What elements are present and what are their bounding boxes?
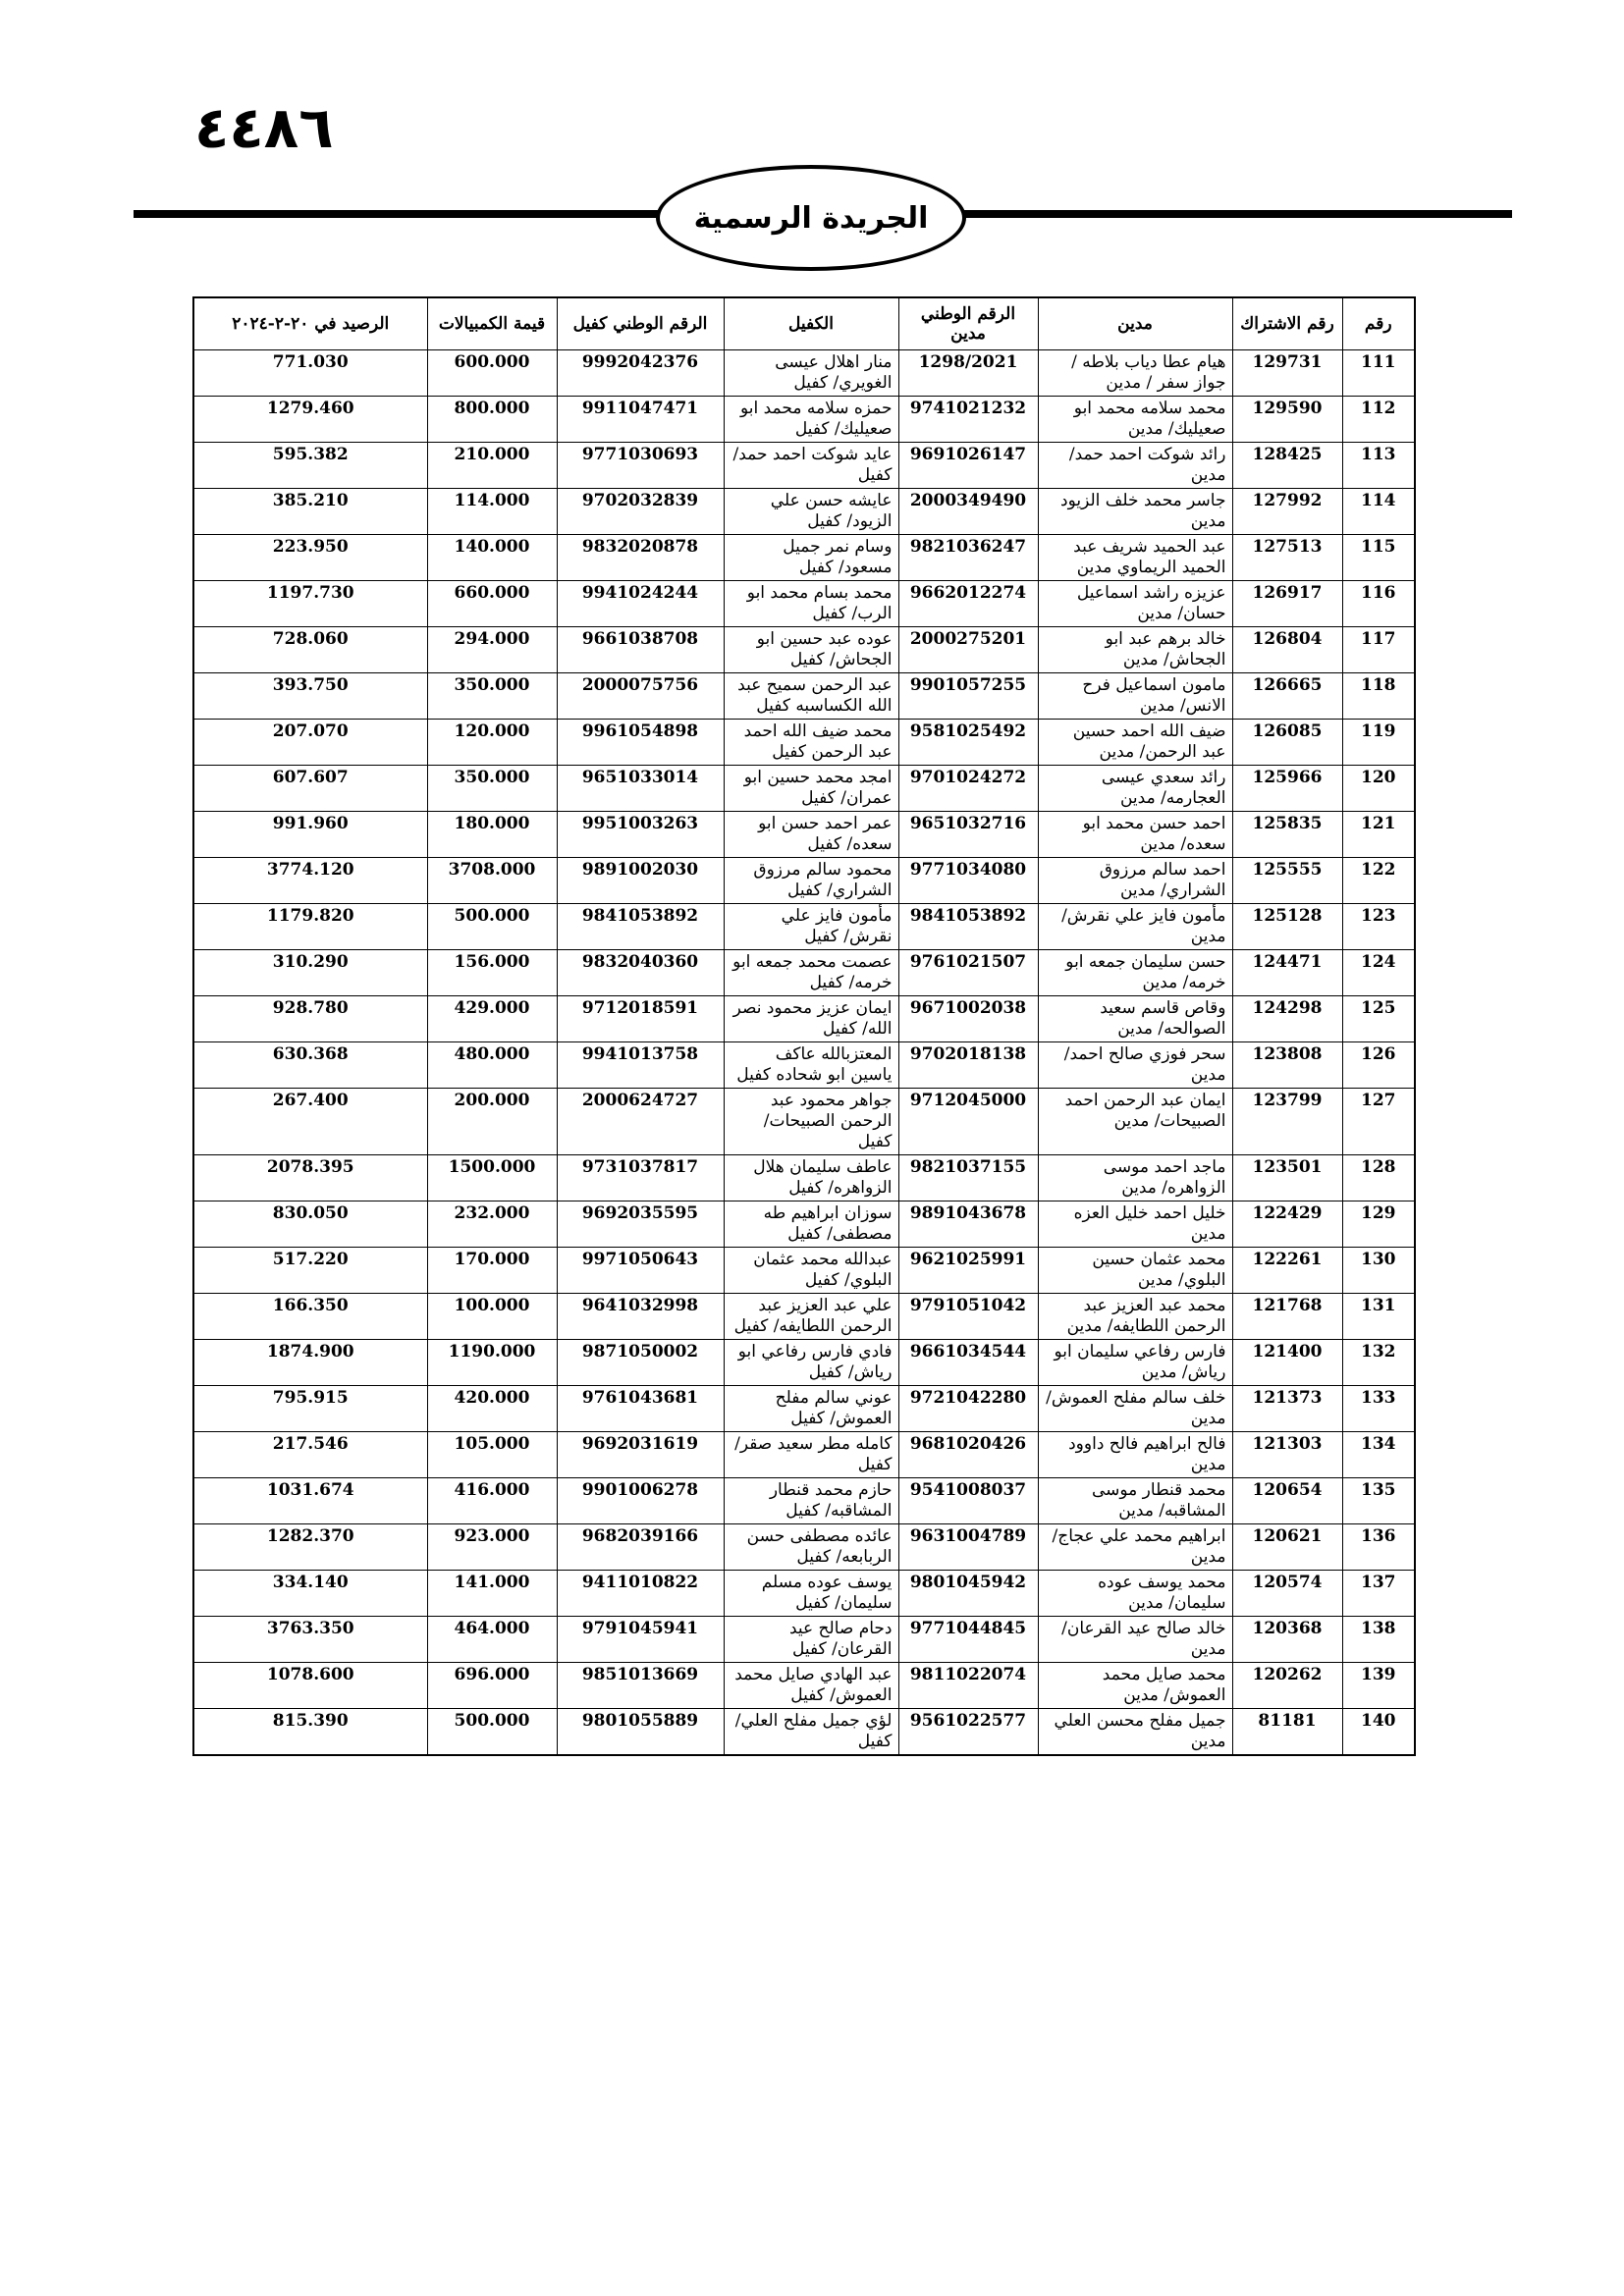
subscription-number: 126085 xyxy=(1232,720,1342,766)
row-number: 126 xyxy=(1342,1042,1415,1089)
debtor-name: مامون اسماعيل فرح الانس/ مدين xyxy=(1038,673,1232,720)
subscription-number: 123799 xyxy=(1232,1089,1342,1155)
header-subscription: رقم الاشتراك xyxy=(1232,297,1342,350)
installment-value: 294.000 xyxy=(427,627,557,673)
debtor-name: خالد برهم عبد ابو الجحاش/ مدين xyxy=(1038,627,1232,673)
table-row xyxy=(193,812,1415,858)
balance-value: 1874.900 xyxy=(193,1340,427,1386)
guarantor-name: عبدالله محمد عثمان البلوي/ كفيل xyxy=(724,1248,898,1294)
header-balance: الرصيد في ٢٠-٢-٢٠٢٤ xyxy=(193,297,427,350)
debtor-name: ايمان عبد الرحمن احمد الصبيحات/ مدين xyxy=(1038,1089,1232,1155)
table-row xyxy=(193,1709,1415,1756)
table-row xyxy=(193,535,1415,581)
debtor-national-id: 9581025492 xyxy=(898,720,1038,766)
guarantor-national-id: 9801055889 xyxy=(557,1709,724,1756)
debtor-name: جميل مفلح محسن العلي مدين xyxy=(1038,1709,1232,1756)
row-number: 111 xyxy=(1342,350,1415,397)
debtor-name: هيام عطا دياب بلاطه /جواز سفر / مدين xyxy=(1038,350,1232,397)
table-row xyxy=(193,1248,1415,1294)
table-row xyxy=(193,858,1415,904)
header-debtor-nid: الرقم الوطني مدين xyxy=(898,297,1038,350)
row-number: 118 xyxy=(1342,673,1415,720)
guarantor-name: لؤي جميل مفلح العلي/ كفيل xyxy=(724,1709,898,1756)
table-body xyxy=(193,350,1415,1756)
guarantor-national-id: 9891002030 xyxy=(557,858,724,904)
guarantor-name: عايد شوكت احمد حمد/ كفيل xyxy=(724,443,898,489)
installment-value: 429.000 xyxy=(427,996,557,1042)
balance-value: 1179.820 xyxy=(193,904,427,950)
guarantor-national-id: 9771030693 xyxy=(557,443,724,489)
balance-value: 1078.600 xyxy=(193,1663,427,1709)
installment-value: 420.000 xyxy=(427,1386,557,1432)
guarantor-name: دحام صالح عيد القرعان/ كفيل xyxy=(724,1617,898,1663)
debtor-name: ابراهيم محمد علي عجاج/مدين xyxy=(1038,1524,1232,1571)
installment-value: 3708.000 xyxy=(427,858,557,904)
table-row xyxy=(193,673,1415,720)
subscription-number: 120262 xyxy=(1232,1663,1342,1709)
guarantor-national-id: 9791045941 xyxy=(557,1617,724,1663)
guarantor-name: امجد محمد حسين ابو عمران/ كفيل xyxy=(724,766,898,812)
table-row xyxy=(193,1617,1415,1663)
subscription-number: 121768 xyxy=(1232,1294,1342,1340)
guarantor-national-id: 9641032998 xyxy=(557,1294,724,1340)
installment-value: 200.000 xyxy=(427,1089,557,1155)
guarantor-national-id: 9832040360 xyxy=(557,950,724,996)
installment-value: 180.000 xyxy=(427,812,557,858)
guarantor-name: علي عبد العزيز عبد الرحمن اللطايفه/ كفيل xyxy=(724,1294,898,1340)
subscription-number: 81181 xyxy=(1232,1709,1342,1756)
installment-value: 350.000 xyxy=(427,766,557,812)
installment-value: 140.000 xyxy=(427,535,557,581)
debtor-name: محمد عبد العزيز عبد الرحمن اللطايفه/ مدين xyxy=(1038,1294,1232,1340)
guarantor-national-id: 9971050643 xyxy=(557,1248,724,1294)
guarantor-national-id: 2000624727 xyxy=(557,1089,724,1155)
row-number: 137 xyxy=(1342,1571,1415,1617)
installment-value: 105.000 xyxy=(427,1432,557,1478)
table-row xyxy=(193,1571,1415,1617)
debtor-national-id: 9661034544 xyxy=(898,1340,1038,1386)
debtor-name: فالح ابراهيم فالح داوود مدين xyxy=(1038,1432,1232,1478)
installment-value: 350.000 xyxy=(427,673,557,720)
row-number: 117 xyxy=(1342,627,1415,673)
subscription-number: 122429 xyxy=(1232,1201,1342,1248)
debtor-name: حسن سليمان جمعه ابو خرمه/ مدين xyxy=(1038,950,1232,996)
table-row xyxy=(193,1386,1415,1432)
guarantor-national-id: 9692035595 xyxy=(557,1201,724,1248)
subscription-number: 126665 xyxy=(1232,673,1342,720)
balance-value: 728.060 xyxy=(193,627,427,673)
subscription-number: 123501 xyxy=(1232,1155,1342,1201)
guarantor-national-id: 9761043681 xyxy=(557,1386,724,1432)
balance-value: 2078.395 xyxy=(193,1155,427,1201)
debtor-national-id: 9821036247 xyxy=(898,535,1038,581)
row-number: 113 xyxy=(1342,443,1415,489)
subscription-number: 125555 xyxy=(1232,858,1342,904)
debtor-name: محمد يوسف عوده سليمان/ مدين xyxy=(1038,1571,1232,1617)
guarantor-name: يوسف عوده مسلم سليمان/ كفيل xyxy=(724,1571,898,1617)
table-row xyxy=(193,720,1415,766)
debtor-national-id: 9821037155 xyxy=(898,1155,1038,1201)
row-number: 119 xyxy=(1342,720,1415,766)
balance-value: 815.390 xyxy=(193,1709,427,1756)
table-row xyxy=(193,950,1415,996)
debtor-name: رائد شوكت احمد حمد/مدين xyxy=(1038,443,1232,489)
debtor-national-id: 9651032716 xyxy=(898,812,1038,858)
debtor-national-id: 2000275201 xyxy=(898,627,1038,673)
debtor-name: فارس رفاعي سليمان ابو رياش/ مدين xyxy=(1038,1340,1232,1386)
table-row xyxy=(193,350,1415,397)
row-number: 132 xyxy=(1342,1340,1415,1386)
installment-value: 416.000 xyxy=(427,1478,557,1524)
balance-value: 310.290 xyxy=(193,950,427,996)
debtor-name: محمد صايل محمد العموش/ مدين xyxy=(1038,1663,1232,1709)
subscription-number: 127992 xyxy=(1232,489,1342,535)
table-row xyxy=(193,1042,1415,1089)
guarantor-name: كامله مطر سعيد صقر/ كفيل xyxy=(724,1432,898,1478)
balance-value: 607.607 xyxy=(193,766,427,812)
debtor-name: وقاص قاسم سعيد الصوالحه/ مدين xyxy=(1038,996,1232,1042)
balance-value: 217.546 xyxy=(193,1432,427,1478)
subscription-number: 121303 xyxy=(1232,1432,1342,1478)
installment-value: 800.000 xyxy=(427,397,557,443)
subscription-number: 125966 xyxy=(1232,766,1342,812)
subscription-number: 120621 xyxy=(1232,1524,1342,1571)
subscription-number: 122261 xyxy=(1232,1248,1342,1294)
debtor-name: ضيف الله احمد حسين عبد الرحمن/ مدين xyxy=(1038,720,1232,766)
guarantor-name: حازم محمد قنطار المشاقبه/ كفيل xyxy=(724,1478,898,1524)
guarantor-name: عاطف سليمان هلال الزواهره/ كفيل xyxy=(724,1155,898,1201)
table-row xyxy=(193,904,1415,950)
row-number: 130 xyxy=(1342,1248,1415,1294)
balance-value: 385.210 xyxy=(193,489,427,535)
guarantor-name: فادي فارس رفاعي ابو رياش/ كفيل xyxy=(724,1340,898,1386)
installment-value: 232.000 xyxy=(427,1201,557,1248)
guarantor-name: عوده عبد حسين ابو الجحاش/ كفيل xyxy=(724,627,898,673)
guarantor-national-id: 9692031619 xyxy=(557,1432,724,1478)
debtor-national-id: 9691026147 xyxy=(898,443,1038,489)
guarantor-name: عوني سالم مفلح العموش/ كفيل xyxy=(724,1386,898,1432)
guarantor-name: محمود سالم مرزوق الشراري/ كفيل xyxy=(724,858,898,904)
balance-value: 223.950 xyxy=(193,535,427,581)
guarantor-national-id: 9832020878 xyxy=(557,535,724,581)
debtor-name: محمد قنطار موسى المشاقبه/ مدين xyxy=(1038,1478,1232,1524)
table-row xyxy=(193,1524,1415,1571)
row-number: 134 xyxy=(1342,1432,1415,1478)
guarantor-national-id: 9911047471 xyxy=(557,397,724,443)
debtor-national-id: 9681020426 xyxy=(898,1432,1038,1478)
debtor-national-id: 9631004789 xyxy=(898,1524,1038,1571)
subscription-number: 124471 xyxy=(1232,950,1342,996)
guarantor-national-id: 9992042376 xyxy=(557,350,724,397)
row-number: 123 xyxy=(1342,904,1415,950)
debtor-national-id: 9901057255 xyxy=(898,673,1038,720)
installment-value: 500.000 xyxy=(427,904,557,950)
subscription-number: 120654 xyxy=(1232,1478,1342,1524)
row-number: 140 xyxy=(1342,1709,1415,1756)
row-number: 129 xyxy=(1342,1201,1415,1248)
guarantor-name: عائده مصطفى حسن الربابعه/ كفيل xyxy=(724,1524,898,1571)
table-row xyxy=(193,1340,1415,1386)
page-number: ٤٤٨٦ xyxy=(194,94,334,161)
installment-value: 696.000 xyxy=(427,1663,557,1709)
guarantor-name: جواهر محمود عبد الرحمن الصبيحات/ كفيل xyxy=(724,1089,898,1155)
guarantor-national-id: 9661038708 xyxy=(557,627,724,673)
balance-value: 795.915 xyxy=(193,1386,427,1432)
table-row xyxy=(193,1155,1415,1201)
debtor-name: رائد سعدي عيسى العجارمه/ مدين xyxy=(1038,766,1232,812)
row-number: 120 xyxy=(1342,766,1415,812)
installment-value: 660.000 xyxy=(427,581,557,627)
table-row xyxy=(193,766,1415,812)
debtor-national-id: 9721042280 xyxy=(898,1386,1038,1432)
subscription-number: 121373 xyxy=(1232,1386,1342,1432)
subscription-number: 128425 xyxy=(1232,443,1342,489)
row-number: 128 xyxy=(1342,1155,1415,1201)
debtor-national-id: 9771034080 xyxy=(898,858,1038,904)
debtor-national-id: 9671002038 xyxy=(898,996,1038,1042)
installment-value: 141.000 xyxy=(427,1571,557,1617)
row-number: 125 xyxy=(1342,996,1415,1042)
guarantor-name: عبد الرحمن سميح عبد الله الكساسبه كفيل xyxy=(724,673,898,720)
installment-value: 480.000 xyxy=(427,1042,557,1089)
balance-value: 267.400 xyxy=(193,1089,427,1155)
table-row xyxy=(193,1089,1415,1155)
table-row xyxy=(193,1478,1415,1524)
subscription-number: 129590 xyxy=(1232,397,1342,443)
table-row xyxy=(193,443,1415,489)
debtor-name: محمد سلامه محمد ابو صعيليك/ مدين xyxy=(1038,397,1232,443)
installment-value: 923.000 xyxy=(427,1524,557,1571)
guarantor-national-id: 9871050002 xyxy=(557,1340,724,1386)
row-number: 136 xyxy=(1342,1524,1415,1571)
guarantor-national-id: 9651033014 xyxy=(557,766,724,812)
table-row xyxy=(193,489,1415,535)
table-row xyxy=(193,1432,1415,1478)
debtor-national-id: 9791051042 xyxy=(898,1294,1038,1340)
debtor-national-id: 9801045942 xyxy=(898,1571,1038,1617)
balance-value: 630.368 xyxy=(193,1042,427,1089)
installment-value: 1500.000 xyxy=(427,1155,557,1201)
guarantor-national-id: 9901006278 xyxy=(557,1478,724,1524)
table-row xyxy=(193,581,1415,627)
balance-value: 393.750 xyxy=(193,673,427,720)
balance-value: 1031.674 xyxy=(193,1478,427,1524)
row-number: 121 xyxy=(1342,812,1415,858)
subscription-number: 123808 xyxy=(1232,1042,1342,1089)
subscription-number: 120574 xyxy=(1232,1571,1342,1617)
debtor-national-id: 9561022577 xyxy=(898,1709,1038,1756)
balance-value: 771.030 xyxy=(193,350,427,397)
guarantor-name: منار اهلال عيسى الغويري/ كفيل xyxy=(724,350,898,397)
subscription-number: 127513 xyxy=(1232,535,1342,581)
debtor-national-id: 9541008037 xyxy=(898,1478,1038,1524)
installment-value: 156.000 xyxy=(427,950,557,996)
header-guarantor: الكفيل xyxy=(724,297,898,350)
row-number: 122 xyxy=(1342,858,1415,904)
guarantor-national-id: 9411010822 xyxy=(557,1571,724,1617)
guarantor-national-id: 9851013669 xyxy=(557,1663,724,1709)
debtor-national-id: 9712045000 xyxy=(898,1089,1038,1155)
row-number: 124 xyxy=(1342,950,1415,996)
debtor-name: جاسر محمد خلف الزيود مدين xyxy=(1038,489,1232,535)
guarantor-national-id: 2000075756 xyxy=(557,673,724,720)
balance-value: 334.140 xyxy=(193,1571,427,1617)
subscription-number: 124298 xyxy=(1232,996,1342,1042)
row-number: 135 xyxy=(1342,1478,1415,1524)
subscription-number: 126917 xyxy=(1232,581,1342,627)
debtor-national-id: 9841053892 xyxy=(898,904,1038,950)
guarantor-national-id: 9731037817 xyxy=(557,1155,724,1201)
row-number: 115 xyxy=(1342,535,1415,581)
guarantor-name: حمزه سلامه محمد ابو صعيليك/ كفيل xyxy=(724,397,898,443)
debtor-national-id: 9761021507 xyxy=(898,950,1038,996)
subscription-number: 120368 xyxy=(1232,1617,1342,1663)
installment-value: 170.000 xyxy=(427,1248,557,1294)
guarantor-national-id: 9702032839 xyxy=(557,489,724,535)
subscription-number: 129731 xyxy=(1232,350,1342,397)
balance-value: 3763.350 xyxy=(193,1617,427,1663)
debtor-national-id: 9621025991 xyxy=(898,1248,1038,1294)
table-row xyxy=(193,996,1415,1042)
header-debtor: مدين xyxy=(1038,297,1232,350)
debtor-national-id: 2000349490 xyxy=(898,489,1038,535)
balance-value: 207.070 xyxy=(193,720,427,766)
balance-value: 1282.370 xyxy=(193,1524,427,1571)
guarantor-name: المعتزبالله عاكف ياسين ابو شحاده كفيل xyxy=(724,1042,898,1089)
balance-value: 595.382 xyxy=(193,443,427,489)
guarantor-name: ايمان عزيز محمود نصر الله/ كفيل xyxy=(724,996,898,1042)
debtor-national-id: 9891043678 xyxy=(898,1201,1038,1248)
row-number: 133 xyxy=(1342,1386,1415,1432)
debtor-national-id: 9702018138 xyxy=(898,1042,1038,1089)
debtor-national-id: 1298/2021 xyxy=(898,350,1038,397)
table-row xyxy=(193,1663,1415,1709)
balance-value: 991.960 xyxy=(193,812,427,858)
guarantor-national-id: 9941013758 xyxy=(557,1042,724,1089)
debtors-table xyxy=(192,296,1416,1756)
guarantor-name: محمد ضيف الله احمد عبد الرحمن كفيل xyxy=(724,720,898,766)
header-guarantor-nid: الرقم الوطني كفيل xyxy=(557,297,724,350)
header-title: الجريدة الرسمية xyxy=(693,200,929,236)
installment-value: 120.000 xyxy=(427,720,557,766)
table-row xyxy=(193,397,1415,443)
header-oval xyxy=(656,165,966,271)
debtor-national-id: 9811022074 xyxy=(898,1663,1038,1709)
row-number: 138 xyxy=(1342,1617,1415,1663)
table-header-row xyxy=(193,297,1415,350)
balance-value: 1279.460 xyxy=(193,397,427,443)
debtor-name: خليل احمد خليل العزه مدين xyxy=(1038,1201,1232,1248)
subscription-number: 125128 xyxy=(1232,904,1342,950)
guarantor-name: وسام نمر جميل مسعود/ كفيل xyxy=(724,535,898,581)
installment-value: 100.000 xyxy=(427,1294,557,1340)
debtor-national-id: 9741021232 xyxy=(898,397,1038,443)
subscription-number: 125835 xyxy=(1232,812,1342,858)
table-row xyxy=(193,627,1415,673)
guarantor-name: عايشه حسن علي الزيود/ كفيل xyxy=(724,489,898,535)
debtor-name: عزيزه راشد اسماعيل حسان/ مدين xyxy=(1038,581,1232,627)
header-no: رقم xyxy=(1342,297,1415,350)
guarantor-national-id: 9682039166 xyxy=(557,1524,724,1571)
balance-value: 166.350 xyxy=(193,1294,427,1340)
balance-value: 517.220 xyxy=(193,1248,427,1294)
guarantor-name: محمد بسام محمد ابو الرب/ كفيل xyxy=(724,581,898,627)
row-number: 139 xyxy=(1342,1663,1415,1709)
balance-value: 928.780 xyxy=(193,996,427,1042)
row-number: 116 xyxy=(1342,581,1415,627)
guarantor-national-id: 9941024244 xyxy=(557,581,724,627)
debtor-name: مأمون فايز علي نقرش/مدين xyxy=(1038,904,1232,950)
guarantor-national-id: 9951003263 xyxy=(557,812,724,858)
debtor-name: خالد صالح عيد القرعان/مدين xyxy=(1038,1617,1232,1663)
row-number: 131 xyxy=(1342,1294,1415,1340)
installment-value: 500.000 xyxy=(427,1709,557,1756)
guarantor-name: عمر احمد حسن ابو سعده/ كفيل xyxy=(724,812,898,858)
guarantor-name: سوزان ابراهيم طه مصطفى/ كفيل xyxy=(724,1201,898,1248)
row-number: 114 xyxy=(1342,489,1415,535)
table-row xyxy=(193,1294,1415,1340)
header-installment: قيمة الكمبيالات xyxy=(427,297,557,350)
installment-value: 1190.000 xyxy=(427,1340,557,1386)
debtor-name: سحر فوزي صالح احمد/مدين xyxy=(1038,1042,1232,1089)
debtor-national-id: 9701024272 xyxy=(898,766,1038,812)
guarantor-national-id: 9712018591 xyxy=(557,996,724,1042)
installment-value: 600.000 xyxy=(427,350,557,397)
subscription-number: 126804 xyxy=(1232,627,1342,673)
debtor-name: عبد الحميد شريف عبد الحميد الريماوي مدين xyxy=(1038,535,1232,581)
debtor-name: احمد سالم مرزوق الشراري/ مدين xyxy=(1038,858,1232,904)
debtor-name: محمد عثمان حسين البلوي/ مدين xyxy=(1038,1248,1232,1294)
balance-value: 830.050 xyxy=(193,1201,427,1248)
debtor-national-id: 9662012274 xyxy=(898,581,1038,627)
subscription-number: 121400 xyxy=(1232,1340,1342,1386)
debtor-national-id: 9771044845 xyxy=(898,1617,1038,1663)
balance-value: 1197.730 xyxy=(193,581,427,627)
table-row xyxy=(193,1201,1415,1248)
debtor-name: ماجد احمد موسى الزواهره/ مدين xyxy=(1038,1155,1232,1201)
guarantor-name: عصمت محمد جمعه ابو خرمه/ كفيل xyxy=(724,950,898,996)
installment-value: 210.000 xyxy=(427,443,557,489)
installment-value: 464.000 xyxy=(427,1617,557,1663)
balance-value: 3774.120 xyxy=(193,858,427,904)
installment-value: 114.000 xyxy=(427,489,557,535)
row-number: 127 xyxy=(1342,1089,1415,1155)
debtor-name: احمد حسن محمد ابو سعده/ مدين xyxy=(1038,812,1232,858)
guarantor-name: مأمون فايز علي نقرش/ كفيل xyxy=(724,904,898,950)
guarantor-national-id: 9841053892 xyxy=(557,904,724,950)
guarantor-national-id: 9961054898 xyxy=(557,720,724,766)
row-number: 112 xyxy=(1342,397,1415,443)
debtor-name: خلف سالم مفلح العموش/مدين xyxy=(1038,1386,1232,1432)
guarantor-name: عبد الهادي صايل محمد العموش/ كفيل xyxy=(724,1663,898,1709)
